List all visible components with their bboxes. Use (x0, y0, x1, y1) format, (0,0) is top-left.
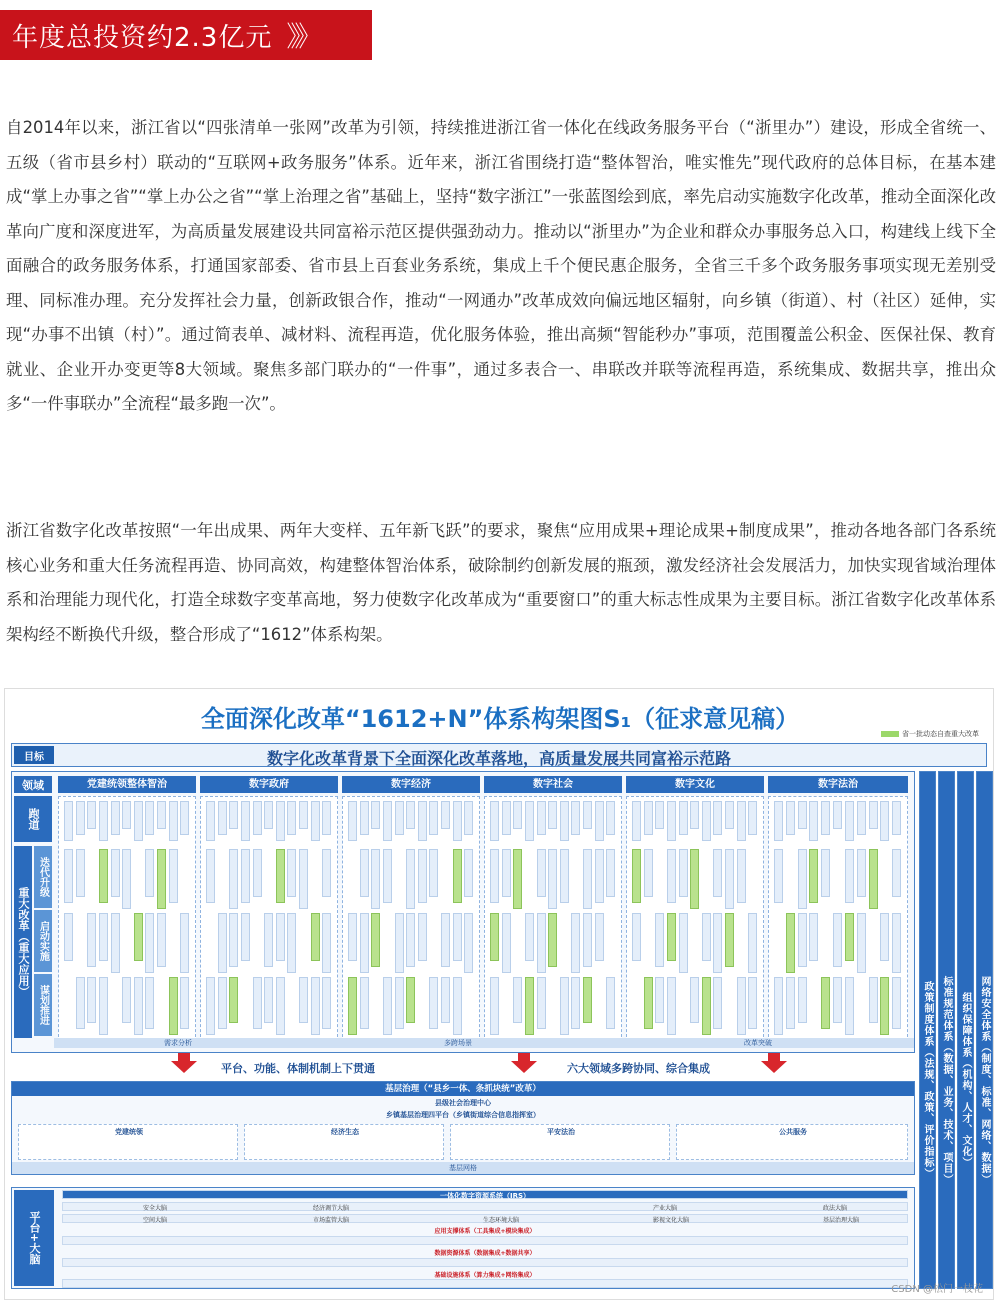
field-tag: 领域 (14, 776, 52, 793)
reform-cell (418, 849, 427, 903)
platform-head: 一体化数字资源系统（IRS） (62, 1190, 908, 1199)
reform-cell (502, 913, 511, 973)
reform-cell (490, 849, 499, 903)
reform-cell (702, 977, 711, 1035)
reform-cell (180, 977, 189, 1029)
sub-tag-plan: 谋划推进 (34, 974, 52, 1036)
reform-cell (667, 913, 676, 961)
reform-cell (690, 849, 699, 909)
goal-text: 数字化改革背景下全面深化改革落地，高质量发展共同富裕示范路 (266, 749, 731, 768)
reform-cell (99, 913, 108, 961)
reform-cell (833, 913, 842, 967)
domain-column (58, 796, 196, 1042)
reform-cell (560, 849, 569, 903)
legend-label: 省一批动态自查重大改革 (902, 730, 979, 738)
brain-label: 经济调节大脑 (313, 1205, 350, 1212)
reform-cell (583, 849, 592, 909)
reform-cell (395, 913, 404, 973)
architecture-figure (4, 688, 994, 1300)
reform-cell (371, 849, 380, 909)
reform-cell (241, 849, 250, 903)
brain-label: 政法大脑 (823, 1205, 848, 1212)
section-banner (0, 10, 372, 60)
reform-cell (869, 801, 878, 829)
reform-cell (371, 913, 380, 967)
reform-cell (583, 913, 592, 967)
reform-cell (833, 801, 842, 829)
down-arrow-icon (171, 1061, 197, 1073)
paragraph-2: 浙江省数字化改革按照“一年出成果、两年大变样、五年新飞跃”的要求，聚焦“应用成果+理论成果+制度成果”，推动各地各部门各系统核心业务和重大任务流程再造、协同高效，构建整体智治体系，破除制约创新发展的瓶颈，激发经济社会发展活力，加快实现省域治理体系和治理能力现代化，打造全球数字变革高地，努力使数字化改革成为“重要窗口”的重大标志性成果为主要目标。浙江省数字化改革体系架构经不断换代升级，整合形成了“1612”体系构架。 (6, 521, 996, 644)
platform-brains-row-1 (62, 1202, 908, 1211)
reform-cell (348, 801, 357, 841)
reform-cell (595, 913, 604, 961)
reform-cell (218, 913, 227, 973)
reform-cell (748, 913, 757, 973)
reform-cell (786, 977, 795, 1029)
reform-cell (287, 849, 296, 897)
reform-cell (180, 913, 189, 973)
reform-cell (679, 849, 688, 897)
reform-cell (64, 913, 73, 961)
reform-cell (513, 977, 522, 1023)
reform-cell (395, 801, 404, 835)
base-line-county: 县级社会治理中心 (435, 1099, 491, 1107)
reform-cell (253, 977, 262, 1029)
arrow-text-right: 六大领域多跨协同、综合集成 (567, 1062, 710, 1075)
reform-cell (429, 801, 438, 835)
right-column-security: 网络安全体系（制度、标准、网络、数据） (976, 771, 993, 1289)
reform-cell (655, 801, 664, 829)
reform-cell (276, 849, 285, 903)
reform-cell (99, 849, 108, 903)
brain-label: 基层治理大脑 (823, 1217, 860, 1224)
reform-cell (713, 849, 722, 897)
reform-cell (429, 977, 438, 1029)
down-arrow-icon (511, 1061, 537, 1073)
bottom-bar-demand: 需求分析 (164, 1039, 192, 1047)
reform-cell (229, 849, 238, 909)
domain-society: 数字社会 (484, 776, 622, 793)
banner-title: 年度总投资约2.3亿元 (12, 22, 273, 53)
reform-cell (157, 801, 166, 829)
reform-cell (632, 913, 641, 961)
reform-cell (122, 977, 131, 1023)
reform-cell (737, 977, 746, 1035)
reform-cell (441, 913, 450, 967)
reform-cell (502, 801, 511, 835)
platform-row-data (62, 1258, 908, 1267)
reform-cell (880, 977, 889, 1035)
reform-cell (418, 801, 427, 841)
platform-row-infra (62, 1279, 908, 1288)
reform-cell (560, 977, 569, 1035)
reform-cell (111, 849, 120, 897)
reform-cell (383, 801, 392, 841)
reform-cell (667, 977, 676, 1035)
reform-cell (737, 801, 746, 841)
reform-cell (134, 913, 143, 961)
reform-cell (774, 849, 783, 903)
reform-cell (453, 977, 462, 1035)
reform-cell (798, 849, 807, 909)
base-head: 基层治理（“县乡一体、条抓块统”改革） (12, 1082, 914, 1096)
legend-swatch (881, 731, 899, 737)
brain-label: 空间大脑 (143, 1217, 168, 1224)
right-column-organization: 组织保障体系（机构、人才、文化） (957, 771, 974, 1289)
reform-cell (845, 849, 854, 903)
reform-cell (525, 801, 534, 841)
reform-cell (322, 849, 331, 897)
reform-cell (833, 977, 842, 1023)
base-group-safety (450, 1124, 670, 1160)
reform-cell (299, 801, 308, 829)
reform-cell (218, 977, 227, 1029)
reform-cell (157, 913, 166, 967)
reform-cell (690, 801, 699, 829)
reform-cell (383, 977, 392, 1035)
reform-cell (571, 801, 580, 835)
reform-cell (371, 801, 380, 829)
reform-cell (360, 977, 369, 1029)
reform-cell (169, 801, 178, 841)
reform-cell (702, 913, 711, 961)
base-line-town: 乡镇基层治理四平台（乡镇街道综合信息指挥室） (386, 1111, 540, 1119)
reform-cell (311, 913, 320, 961)
sub-tag-launch: 启动实施 (34, 910, 52, 972)
reform-cell (264, 913, 273, 967)
reform-cell (798, 913, 807, 967)
reform-cell (76, 849, 85, 897)
base-group-label: 公共服务 (779, 1128, 807, 1136)
reform-cell (774, 977, 783, 1035)
reform-cell (713, 977, 722, 1029)
reform-cell (869, 977, 878, 1023)
reform-cell (180, 801, 189, 835)
reform-cell (311, 977, 320, 1035)
domain-column (768, 796, 908, 1042)
bottom-bar (54, 1038, 914, 1048)
reform-cell (206, 801, 215, 841)
reform-cell (774, 801, 783, 841)
reform-cell (206, 977, 215, 1035)
reform-cell (679, 801, 688, 835)
reform-cell (406, 977, 415, 1023)
reform-cell (111, 913, 120, 973)
reform-cell (383, 849, 392, 903)
domain-column (342, 796, 480, 1042)
reform-cell (76, 977, 85, 1029)
reform-cell (145, 913, 154, 973)
reform-cell (87, 913, 96, 967)
reform-cell (737, 849, 746, 903)
reform-cell (548, 913, 557, 967)
reform-cell (595, 801, 604, 841)
domain-column (484, 796, 622, 1042)
reform-cell (348, 913, 357, 961)
base-group-label: 经济生态 (331, 1128, 359, 1136)
reform-cell (667, 849, 676, 903)
reform-cell (892, 849, 901, 897)
reform-cell (725, 801, 734, 829)
reform-cell (322, 801, 331, 835)
brain-label: 安全大脑 (143, 1205, 168, 1212)
reform-cell (253, 801, 262, 835)
reform-cell (821, 849, 830, 897)
reform-cell (809, 849, 818, 903)
reform-cell (786, 913, 795, 973)
domain-culture: 数字文化 (626, 776, 764, 793)
base-group-service (676, 1124, 908, 1160)
right-column-standard: 标准规范体系（数据、业务、技术、项目） (938, 771, 955, 1289)
reform-cell (99, 801, 108, 841)
reform-cell (525, 913, 534, 961)
platform-sub-infra: 基础设施体系（算力集成+网络集成） (434, 1272, 536, 1279)
reform-cell (490, 801, 499, 841)
reform-cell (406, 913, 415, 967)
reform-cell (857, 849, 866, 897)
arrows-row (11, 1057, 915, 1077)
major-reform-tag: 重大改革（重大应用） (14, 846, 32, 1038)
reform-cell (845, 913, 854, 961)
platform-sub-app: 应用支撑体系（工具集成+模块集成） (434, 1228, 536, 1235)
reform-cell (264, 801, 273, 829)
reform-cell (99, 977, 108, 1035)
reform-cell (821, 801, 830, 835)
reform-cell (145, 801, 154, 835)
reform-cell (713, 801, 722, 835)
reform-cell (322, 977, 331, 1029)
reform-cell (64, 849, 73, 903)
reform-cell (453, 801, 462, 841)
reform-cell (880, 801, 889, 841)
reform-cell (713, 913, 722, 973)
reform-cell (809, 801, 818, 841)
reform-cell (583, 977, 592, 1023)
brain-label: 生态环境大脑 (483, 1217, 520, 1224)
brain-label: 产业大脑 (653, 1205, 678, 1212)
reform-cell (157, 849, 166, 909)
reform-cell (571, 977, 580, 1029)
reform-cell (548, 801, 557, 829)
reform-cell (87, 801, 96, 829)
brain-label: 影视文化大脑 (653, 1217, 690, 1224)
reform-cell (348, 977, 357, 1035)
reform-cell (406, 801, 415, 829)
reform-cell (287, 801, 296, 835)
reform-cell (169, 977, 178, 1035)
bottom-bar-scenes: 多跨场景 (444, 1039, 472, 1047)
reform-cell (464, 801, 473, 835)
platform-brains-row-2 (62, 1214, 908, 1223)
domain-column (200, 796, 338, 1042)
reform-cell (606, 801, 615, 835)
reform-cell (241, 801, 250, 841)
base-group-party (18, 1124, 238, 1160)
reform-cell (537, 977, 546, 1029)
arrow-text-left: 平台、功能、体制机制上下贯通 (221, 1062, 375, 1075)
reform-cell (548, 849, 557, 909)
reform-cell (464, 913, 473, 973)
platform-tag: 平台+大脑 (14, 1190, 54, 1286)
reform-cell (798, 801, 807, 829)
reform-cell (537, 913, 546, 973)
reform-cell (229, 801, 238, 829)
figure-title: 全面深化改革“1612+N”体系构架图S₁（征求意见稿） (200, 705, 800, 733)
reform-cell (287, 913, 296, 973)
reform-cell (264, 977, 273, 1023)
reform-cell (218, 801, 227, 835)
reform-cell (655, 913, 664, 967)
track-tag: 跑道 (14, 796, 52, 842)
watermark: CSDN @松门一枝花 (891, 1284, 983, 1295)
reform-cell (453, 913, 462, 961)
grassroots-governance (11, 1081, 915, 1175)
reform-cell (395, 977, 404, 1029)
base-group-label: 平安法治 (547, 1128, 575, 1136)
reform-cell (490, 977, 499, 1035)
base-group-economy (244, 1124, 444, 1160)
goal-tag: 目标 (14, 746, 54, 764)
reform-cell (809, 913, 818, 961)
reform-cell (299, 977, 308, 1023)
reform-cell (241, 913, 250, 961)
reform-cell (513, 849, 522, 909)
reform-cell (322, 913, 331, 973)
domain-economy: 数字经济 (342, 776, 480, 793)
reform-cell (525, 977, 534, 1035)
reform-cell (276, 801, 285, 841)
paragraph-1: 自2014年以来，浙江省以“四张清单一张网”改革为引领，持续推进浙江省一体化在线政务服务平台（“浙里办”）建设，形成全省统一、五级（省市县乡村）联动的“互联网+政务服务”体系。近年来，浙江省围绕打造“整体智治，唯实惟先”现代政府的总体目标，在基本建成“掌上办事之省”“掌上办公之省”“掌上治理之省”基础上，坚持“数字浙江”一张蓝图绘到底，率先启动实施数字化改革，推动全面深化改革向广度和深度进军，为高质量发展建设共同富裕示范区提供强劲动力。推动以“浙里办”为企业和群众办事服务总入口，构建线上线下全面融合的政务服务体系，打通国家部委、省市县上百套业务系统，集成上千个便民惠企服务，全省三千多个政务服务事项实现无差别受理、同标准办理。充分发挥社会力量，创新政银合作，推动“一网通办”改革成效向偏远地区辐射，向乡镇（街道）、村（社区）延伸，实现“办事不出镇（村）”。通过简表单、减材料、流程再造，优化服务体验，推出高频“智能秒办”事项，范围覆盖公积金、医保社保、教育就业、企业开办变更等8大领域。聚焦多部门联办的“一件事”，通过多表合一、串联改并联等流程再造，系统集成、数据共享，推出众多“一件事联办”全流程“最多跑一次”。 (6, 118, 996, 413)
platform-row-app (62, 1236, 908, 1245)
reform-matrix (11, 771, 915, 1053)
reform-cell (122, 801, 131, 829)
reform-cell (311, 801, 320, 841)
reform-cell (169, 849, 178, 903)
reform-cell (857, 913, 866, 973)
domain-government: 数字政府 (200, 776, 338, 793)
reform-cell (644, 801, 653, 835)
reform-cell (845, 977, 854, 1035)
bottom-bar-breakthrough: 改革突破 (744, 1039, 772, 1047)
down-arrow-icon (761, 1061, 787, 1073)
reform-cell (64, 801, 73, 841)
reform-cell (583, 801, 592, 829)
reform-cell (253, 849, 262, 897)
reform-cell (571, 913, 580, 973)
reform-cell (429, 849, 438, 897)
reform-cell (869, 849, 878, 909)
reform-cell (748, 801, 757, 835)
reform-cell (679, 913, 688, 973)
reform-cell (632, 849, 641, 903)
reform-cell (490, 913, 499, 961)
reform-cell (857, 801, 866, 835)
reform-cell (798, 977, 807, 1023)
reform-cell (560, 801, 569, 841)
reform-cell (360, 801, 369, 835)
reform-cell (453, 849, 462, 903)
reform-cell (644, 977, 653, 1029)
reform-cell (644, 849, 653, 897)
reform-cell (229, 913, 238, 967)
reform-cell (502, 849, 511, 897)
reform-cell (892, 913, 901, 973)
reform-cell (690, 977, 699, 1023)
reform-cell (606, 849, 615, 897)
reform-cell (360, 849, 369, 897)
reform-cell (76, 801, 85, 835)
reform-cell (632, 801, 641, 841)
reform-cell (606, 977, 615, 1029)
reform-cell (748, 977, 757, 1029)
reform-cell (360, 913, 369, 973)
brain-label: 市场监管大脑 (313, 1217, 350, 1224)
reform-cell (276, 977, 285, 1035)
reform-cell (299, 849, 308, 909)
figure-legend (881, 729, 979, 739)
domain-column (626, 796, 764, 1042)
reform-cell (441, 801, 450, 829)
reform-cell (537, 801, 546, 835)
platform-sub-data: 数据资源体系（数据集成+数据共享） (434, 1250, 536, 1257)
base-group-label: 党建统领 (115, 1128, 143, 1136)
reform-cell (725, 849, 734, 909)
reform-cell (702, 801, 711, 841)
reform-cell (880, 913, 889, 961)
reform-cell (513, 801, 522, 829)
reform-cell (821, 977, 830, 1029)
reform-cell (145, 849, 154, 897)
goal-row (11, 743, 987, 767)
reform-cell (87, 977, 96, 1023)
reform-cell (134, 801, 143, 841)
chevron-right-icon: 》》 (286, 20, 317, 53)
sub-tag-iterate: 迭代升级 (34, 846, 52, 908)
reform-cell (464, 849, 473, 897)
reform-cell (845, 801, 854, 841)
reform-cell (537, 849, 546, 897)
reform-cell (892, 801, 901, 835)
reform-cell (122, 849, 131, 909)
domain-law: 数字法治 (768, 776, 908, 793)
reform-cell (418, 913, 427, 961)
reform-cell (134, 977, 143, 1035)
reform-cell (111, 801, 120, 835)
reform-cell (667, 801, 676, 841)
reform-cell (892, 977, 901, 1029)
right-column-policy: 政策制度体系（法规、政策、评价指标） (919, 771, 936, 1289)
reform-cell (441, 977, 450, 1023)
reform-cell (406, 849, 415, 909)
domain-party: 党建统领整体智治 (58, 776, 196, 793)
reform-cell (655, 977, 664, 1023)
reform-cell (276, 913, 285, 961)
reform-cell (206, 849, 215, 903)
reform-cell (145, 977, 154, 1029)
reform-cell (786, 801, 795, 835)
reform-cell (229, 977, 238, 1023)
platform-brain (11, 1187, 915, 1289)
reform-cell (725, 913, 734, 967)
base-foot: 基层网格 (12, 1162, 914, 1174)
reform-cell (595, 849, 604, 903)
